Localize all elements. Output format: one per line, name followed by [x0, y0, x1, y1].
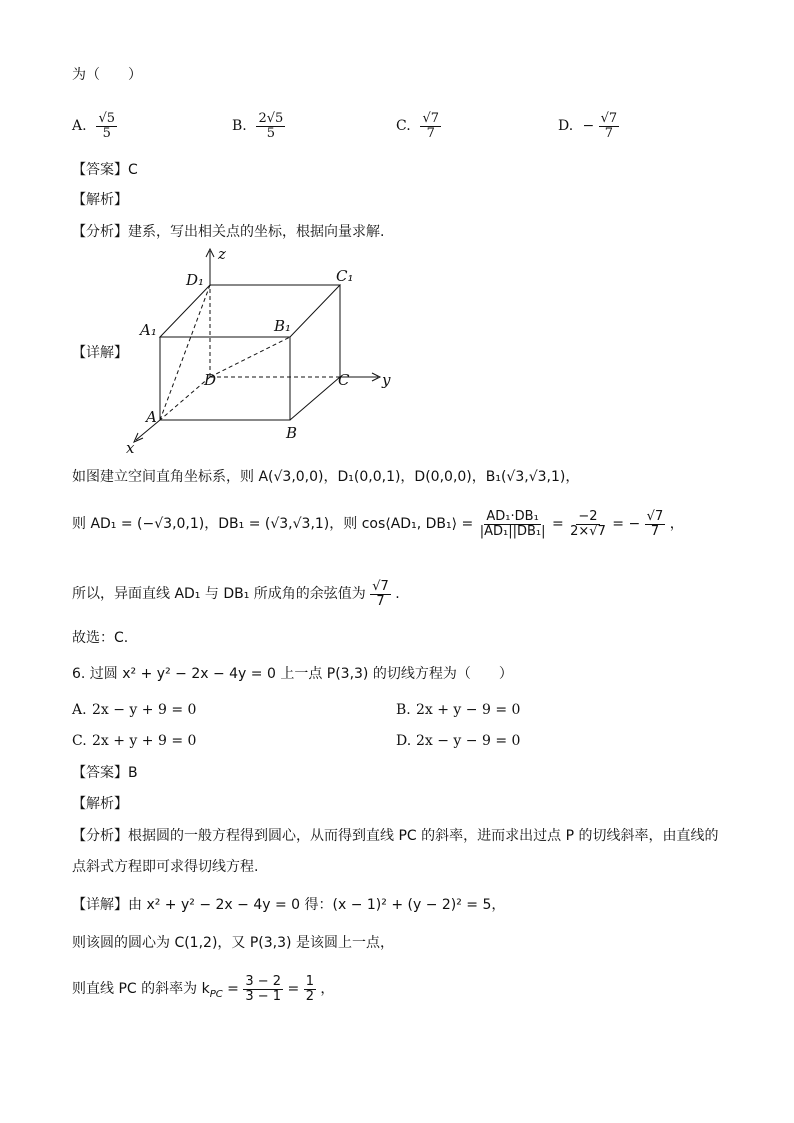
q6-analysis-heading: 【解析】: [72, 796, 128, 812]
q6-option-b: B. 2x + y − 9 = 0: [396, 702, 521, 718]
q6-analysis-1: 【分析】根据圆的一般方程得到圆心，从而得到直线 PC 的斜率，进而求出过点 P 的切线斜率，由直线的: [72, 828, 719, 844]
q6-stem: 6. 过圆 x² + y² − 2x − 4y = 0 上一点 P(3,3) 的切线方程为（ ）: [72, 666, 513, 682]
option-c: C. $\frac{√7}{7}$: [396, 111, 440, 141]
q6-analysis-2: 点斜式方程即可求得切线方程.: [72, 859, 259, 875]
label-y: y: [382, 371, 391, 389]
q6-detail-2: 则该圆的圆心为 C(1,2)，又 P(3,3) 是该圆上一点，: [72, 935, 394, 951]
q6-option-d: D. 2x − y − 9 = 0: [396, 733, 521, 749]
q6-option-c: C. 2x + y + 9 = 0: [72, 733, 197, 749]
label-D: D: [204, 371, 217, 389]
option-d: D. − $\frac{√7}{7}$: [558, 111, 618, 141]
question-stem-tail: 为（ ）: [72, 67, 142, 83]
analysis-summary: 【分析】建系，写出相关点的坐标，根据向量求解.: [72, 224, 385, 240]
label-A1: A₁: [140, 321, 157, 339]
detail-line-1: 如图建立空间直角坐标系，则 A(√3,0,0)，D₁(0,0,1)，D(0,0,0)，B₁(√3,√3,1)，: [72, 469, 580, 485]
choose-line: 故选：C.: [72, 630, 129, 646]
detail-line-2: 则 AD₁ = (−√3,0,1)，DB₁ = (√3,√3,1)，则 cos⟨AD₁, DB₁⟩ = $\frac{\text{AD₁·DB₁}}{\text{|AD₁||DB₁|}}$ = $\frac{-2}{2\times√7}$ = − $\frac{√7}{7}$ ，: [72, 509, 684, 539]
label-A: A: [146, 408, 157, 426]
cuboid-figure: [120, 245, 400, 460]
option-b: B. $\frac{2√5}{5}$: [232, 111, 284, 141]
option-a: A. $\frac{√5}{5}$: [72, 111, 116, 141]
q6-detail-1: 【详解】由 x² + y² − 2x − 4y = 0 得：(x − 1)² + (y − 2)² = 5，: [72, 897, 506, 913]
q6-option-a: A. 2x − y + 9 = 0: [72, 702, 197, 718]
q6-detail-3: 则直线 PC 的斜率为 $k_{PC}$ = $\frac{3 - 2}{3 - 1}$ = $\frac{1}{2}$ ，: [72, 974, 335, 1004]
label-z: z: [218, 245, 226, 263]
answer-line: 【答案】C: [72, 162, 138, 178]
label-B1: B₁: [274, 317, 292, 335]
detail-label: 【详解】: [72, 345, 128, 361]
label-C1: C₁: [336, 267, 354, 285]
label-B: B: [286, 424, 298, 442]
analysis-heading: 【解析】: [72, 192, 128, 208]
q6-answer: 【答案】B: [72, 765, 138, 781]
label-D1: D₁: [186, 271, 205, 289]
detail-line-3: 所以，异面直线 AD₁ 与 DB₁ 所成角的余弦值为 $\frac{√7}{7}$ .: [72, 579, 400, 609]
label-x: x: [126, 439, 135, 457]
label-C: C: [338, 371, 350, 389]
